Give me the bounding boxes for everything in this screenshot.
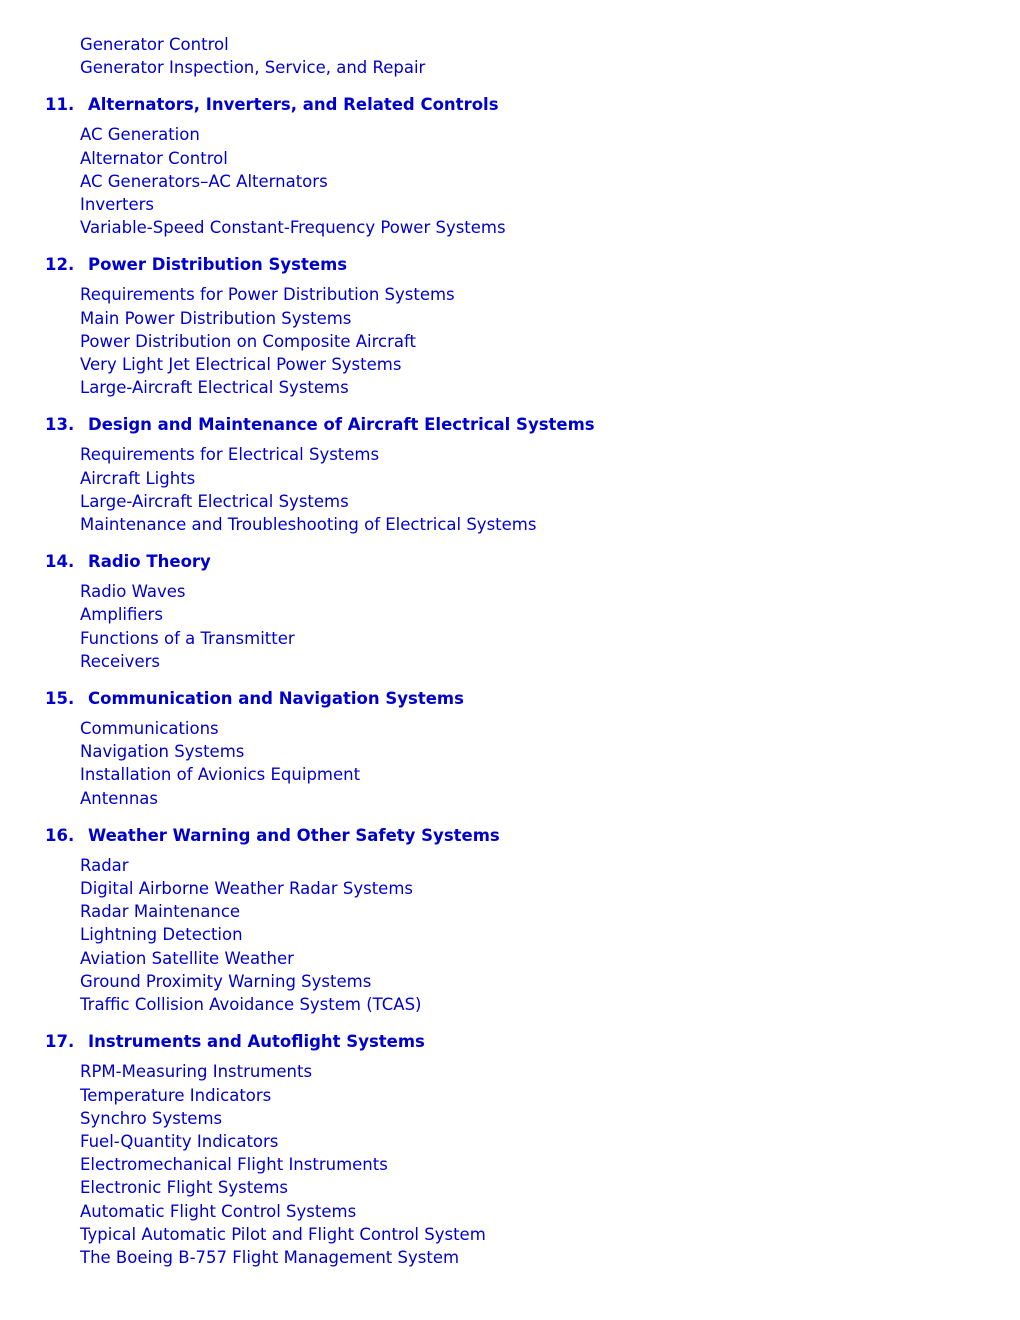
chapter-number: 17.	[45, 1032, 75, 1052]
chapter-heading-link[interactable]	[45, 1031, 1020, 1053]
chapter-section	[0, 825, 1020, 1016]
toc-link[interactable]: Aircraft Lights	[80, 468, 196, 488]
chapter-title: Weather Warning and Other Safety Systems	[88, 825, 500, 845]
toc-link[interactable]: Amplifiers	[80, 605, 163, 625]
toc-link[interactable]: Requirements for Electrical Systems	[80, 445, 380, 465]
chapter-title: Radio Theory	[88, 552, 211, 572]
toc-link[interactable]: Generator Control	[80, 35, 229, 54]
chapter-section	[0, 1031, 1020, 1269]
toc-link[interactable]: Variable-Speed Constant-Frequency Power Systems	[80, 218, 506, 238]
toc-link[interactable]: AC Generation	[80, 125, 200, 145]
continued-section-list	[80, 33, 1020, 79]
chapter-item-list	[80, 717, 1020, 810]
toc-link[interactable]: Temperature Indicators	[80, 1085, 272, 1105]
toc-link[interactable]: Ground Proximity Warning Systems	[80, 971, 372, 991]
chapter-section	[0, 94, 1020, 239]
toc-link[interactable]: Functions of a Transmitter	[80, 628, 295, 648]
chapter-item-list	[80, 443, 1020, 536]
chapter-heading-link[interactable]	[45, 688, 1020, 710]
toc-link[interactable]: Radio Waves	[80, 582, 186, 602]
chapter-item-list	[80, 580, 1020, 673]
chapter-list	[0, 94, 1020, 1269]
toc-link[interactable]: Maintenance and Troubleshooting of Electrical Systems	[80, 515, 537, 535]
toc-link[interactable]: Inverters	[80, 195, 155, 215]
chapter-number: 13.	[45, 415, 75, 435]
toc-link[interactable]: Main Power Distribution Systems	[80, 308, 352, 328]
toc-link[interactable]: Lightning Detection	[80, 925, 243, 945]
toc-link[interactable]: Very Light Jet Electrical Power Systems	[80, 355, 402, 375]
toc-link[interactable]: Receivers	[80, 651, 160, 671]
chapter-title: Design and Maintenance of Aircraft Electrical Systems	[88, 415, 595, 435]
chapter-heading-link[interactable]	[45, 94, 1020, 116]
toc-link[interactable]: RPM-Measuring Instruments	[80, 1062, 313, 1082]
chapter-section	[0, 551, 1020, 673]
toc-link[interactable]: Generator Inspection, Service, and Repair	[80, 58, 426, 78]
toc-link[interactable]: Requirements for Power Distribution Systems	[80, 285, 455, 305]
toc-link[interactable]: AC Generators–AC Alternators	[80, 171, 328, 191]
chapter-heading-link[interactable]	[45, 825, 1020, 847]
toc-link[interactable]: Communications	[80, 719, 219, 739]
chapter-title: Communication and Navigation Systems	[88, 689, 464, 709]
toc-link[interactable]: Digital Airborne Weather Radar Systems	[80, 879, 413, 899]
chapter-item-list	[80, 854, 1020, 1016]
toc-link[interactable]: Large-Aircraft Electrical Systems	[80, 378, 349, 398]
chapter-title: Alternators, Inverters, and Related Controls	[88, 95, 499, 115]
toc-link[interactable]: Synchro Systems	[80, 1108, 223, 1128]
chapter-section	[0, 414, 1020, 536]
toc-link[interactable]: Large-Aircraft Electrical Systems	[80, 491, 349, 511]
chapter-heading-link[interactable]	[45, 551, 1020, 573]
chapter-heading-link[interactable]	[45, 254, 1020, 276]
chapter-item-list	[80, 1060, 1020, 1269]
toc-link[interactable]: The Boeing B-757 Flight Management System	[80, 1247, 460, 1267]
toc-link[interactable]: Aviation Satellite Weather	[80, 948, 294, 968]
toc-link[interactable]: Traffic Collision Avoidance System (TCAS)	[80, 995, 422, 1015]
toc-link[interactable]: Automatic Flight Control Systems	[80, 1201, 357, 1221]
toc-link[interactable]: Alternator Control	[80, 148, 228, 168]
toc-link[interactable]: Power Distribution on Composite Aircraft	[80, 331, 416, 351]
chapter-title: Instruments and Autoflight Systems	[88, 1032, 425, 1052]
chapter-section	[0, 688, 1020, 810]
table-of-contents	[0, 33, 1020, 1269]
chapter-item-list	[80, 123, 1020, 239]
toc-link[interactable]: Navigation Systems	[80, 742, 245, 762]
chapter-number: 14.	[45, 552, 75, 572]
chapter-title: Power Distribution Systems	[88, 255, 348, 275]
chapter-section	[0, 254, 1020, 399]
toc-link[interactable]: Antennas	[80, 788, 158, 808]
toc-link[interactable]: Installation of Avionics Equipment	[80, 765, 361, 785]
chapter-number: 15.	[45, 689, 75, 709]
toc-link[interactable]: Radar	[80, 855, 129, 875]
toc-link[interactable]: Fuel-Quantity Indicators	[80, 1131, 279, 1151]
toc-link[interactable]: Electromechanical Flight Instruments	[80, 1155, 388, 1175]
chapter-number: 12.	[45, 255, 75, 275]
chapter-heading-link[interactable]	[45, 414, 1020, 436]
chapter-item-list	[80, 283, 1020, 399]
toc-link[interactable]: Electronic Flight Systems	[80, 1178, 289, 1198]
chapter-number: 16.	[45, 825, 75, 845]
toc-link[interactable]: Typical Automatic Pilot and Flight Control System	[80, 1224, 486, 1244]
toc-link[interactable]: Radar Maintenance	[80, 902, 241, 922]
chapter-number: 11.	[45, 95, 75, 115]
